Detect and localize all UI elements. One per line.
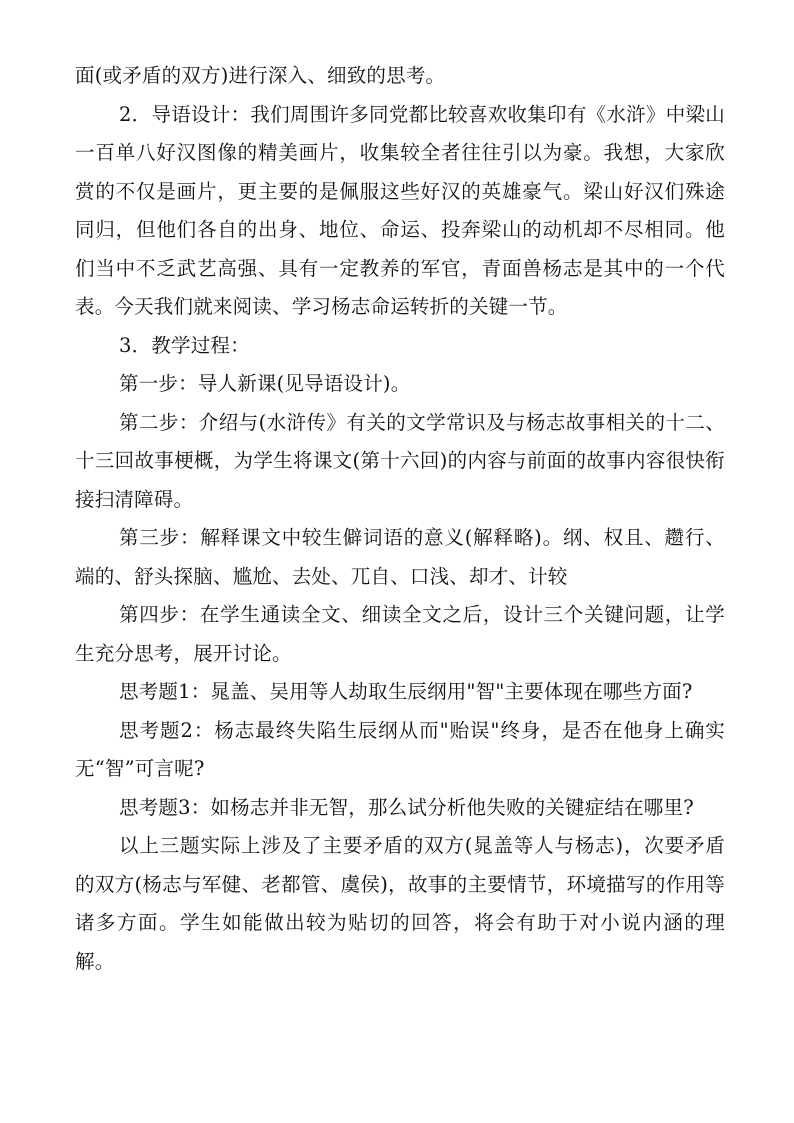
paragraph-teaching-process-heading: 3．教学过程： [119, 333, 250, 357]
paragraph-step-three: 第三步：解释课文中较生僻词语的意义(解释略)。纲、权且、趱行、端的、舒头探脑、尴尬、去处、兀自、口浅、却才、计较 [75, 526, 725, 588]
paragraph-question-three: 思考题3：如杨志并非无智，那么试分析他失败的关键症结在哪里? [119, 795, 694, 819]
paragraph-summary: 以上三题实际上涉及了主要矛盾的双方(晁盖等人与杨志)，次要矛盾的双方(杨志与军健、老都管、虞侯)，故事的主要情节，环境描写的作用等诸多方面。学生如能做出较为贴切的回答，将会有助于对小说内涵的理解。 [75, 834, 725, 973]
document-body [75, 57, 725, 981]
paragraph-lead-in-design: 2．导语设计：我们周围许多同党都比较喜欢收集印有《水浒》中梁山一百单八好汉图像的精美画片，收集较全者往往引以为豪。我想，大家欣赏的不仅是画片，更主要的是佩服这些好汉的英雄豪气。梁山好汉们殊途同归，但他们各自的出身、地位、命运、投奔梁山的动机却不尽相同。他们当中不乏武艺高强、具有一定教养的军官，青面兽杨志是其中的一个代表。今天我们就来阅读、学习杨志命运转折的关键一节。 [75, 102, 725, 318]
paragraph-continuation: 面(或矛盾的双方)进行深入、细致的思考。 [75, 64, 446, 87]
paragraph-step-one: 第一步：导人新课(见导语设计)。 [119, 372, 411, 395]
paragraph-step-two: 第二步：介绍与(水浒传》有关的文学常识及与杨志故事相关的十二、十三回故事梗概，为学生将课文(第十六回)的内容与前面的故事内容很快衔接扫清障碍。 [75, 410, 725, 511]
paragraph-step-four: 第四步：在学生通读全文、细读全文之后，设计三个关键问题，让学生充分思考，展开讨论。 [75, 603, 725, 665]
paragraph-question-two: 思考题2：杨志最终失陷生辰纲从而"贻误"终身，是否在他身上确实无“智”可言呢? [75, 718, 725, 780]
paragraph-question-one: 思考题1：晁盖、吴用等人劫取生辰纲用"智"主要体现在哪些方面? [119, 680, 693, 703]
